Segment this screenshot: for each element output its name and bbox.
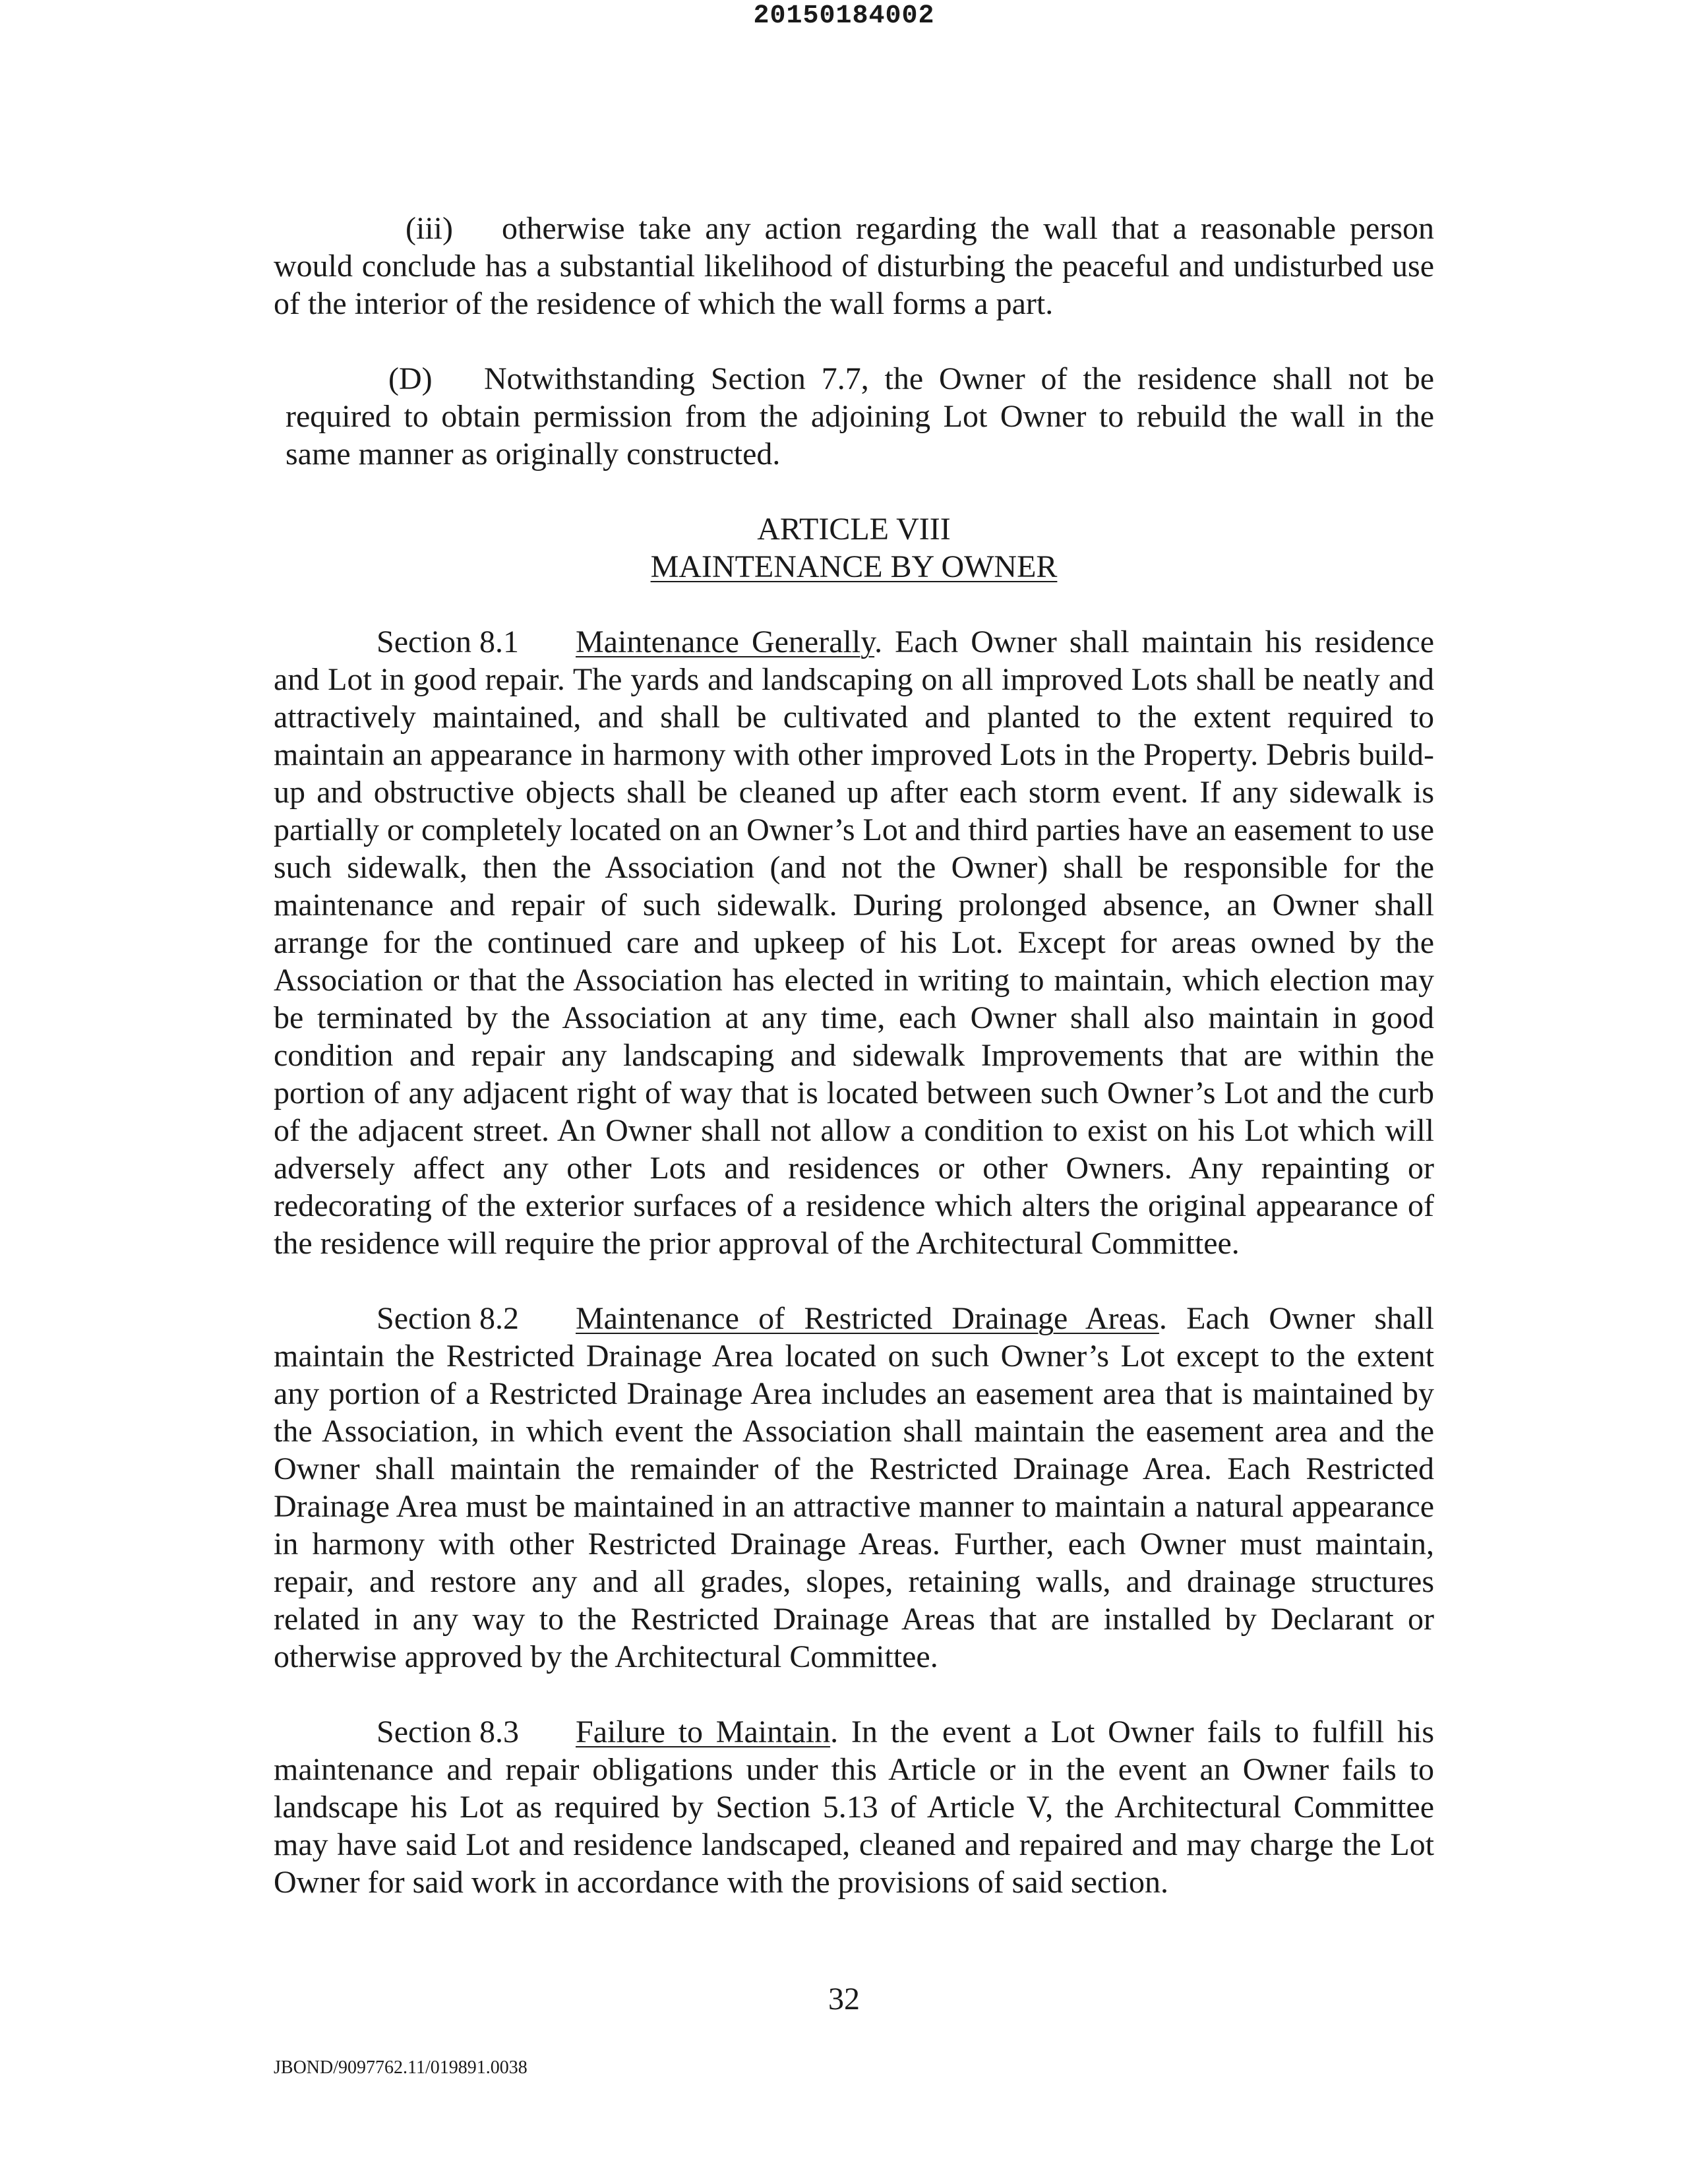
paragraph-iii-label: (iii) xyxy=(406,211,453,246)
section-8-3-text: . In the event a Lot Owner fails to fulfill his maintenance and repair obligations under this Article or in the event an Owner fails to landscape his Lot as required by Section 5.13 of Article V, the Architectural Committee may have said Lot and residence landscaped, cleaned and repaired and may charge the Lot Owner for said work in accordance with the provisions of said section. xyxy=(274,1714,1435,1900)
section-8-3 xyxy=(274,1713,1434,1901)
page-body xyxy=(274,210,1434,1901)
paragraph-iii xyxy=(274,210,1434,322)
section-8-1-label: Section 8.1 xyxy=(377,624,519,659)
section-8-3-heading: Failure to Maintain xyxy=(576,1714,831,1749)
document-number: 20150184002 xyxy=(753,1,935,31)
article-number: ARTICLE VIII xyxy=(757,512,951,547)
section-8-3-label: Section 8.3 xyxy=(377,1714,519,1749)
section-8-1 xyxy=(274,623,1434,1262)
paragraph-iii-text: otherwise take any action regarding the wall that a reasonable person would conclude has a substantial likelihood of disturbing the peaceful and undisturbed use of the interior of the residence of which the wall forms a part. xyxy=(274,211,1434,321)
section-8-2-text: . Each Owner shall maintain the Restricted Drainage Area located on such Owner’s Lot except to the extent any portion of a Restricted Drainage Area includes an easement area that is maintained by the Association, in which event the Association shall maintain the easement area and the Owner shall maintain the remainder of the Restricted Drainage Area. Each Restricted Drainage Area must be maintained in an attractive manner to maintain a natural appearance in harmony with other Restricted Drainage Areas. Further, each Owner must maintain, repair, and restore any and all grades, slopes, retaining walls, and drainage structures related in any way to the Restricted Drainage Areas that are installed by Declarant or otherwise approved by the Architectural Committee. xyxy=(274,1301,1434,1674)
section-8-1-heading: Maintenance Generally xyxy=(576,624,875,659)
paragraph-d xyxy=(274,360,1434,473)
footer-code: JBOND/9097762.11/019891.0038 xyxy=(274,2057,528,2078)
page-number: 32 xyxy=(828,1982,860,2017)
section-8-2-heading: Maintenance of Restricted Drainage Areas xyxy=(576,1301,1159,1336)
section-8-1-text: . Each Owner shall maintain his residence and Lot in good repair. The yards and landscaping on all improved Lots shall be neatly and attractively maintained, and shall be cultivated and planted to the extent required to maintain an appearance in harmony with other improved Lots in the Property. Debris build-up and obstructive objects shall be cleaned up after each storm event. If any sidewalk is partially or completely located on an Owner’s Lot and third parties have an easement to use such sidewalk, then the Association (and not the Owner) shall be responsible for the maintenance and repair of such sidewalk. During prolonged absence, an Owner shall arrange for the continued care and upkeep of his Lot. Except for areas owned by the Association or that the Association has elected in writing to maintain, which election may be terminated by the Association at any time, each Owner shall also maintain in good condition and repair any landscaping and sidewalk Improvements that are within the portion of any adjacent right of way that is located between such Owner’s Lot and the curb of the adjacent street. An Owner shall not allow a condition to exist on his Lot which will adversely affect any other Lots and residences or other Owners. Any repainting or redecorating of the exterior surfaces of a residence which alters the original appearance of the residence will require the prior approval of the Architectural Committee. xyxy=(274,624,1435,1261)
section-8-2 xyxy=(274,1300,1434,1676)
section-8-2-label: Section 8.2 xyxy=(377,1301,519,1336)
article-title: MAINTENANCE BY OWNER xyxy=(650,549,1058,584)
paragraph-d-label: (D) xyxy=(388,361,433,396)
paragraph-d-text: Notwithstanding Section 7.7, the Owner of the residence shall not be required to obtain permission from the adjoining Lot Owner to rebuild the wall in the same manner as originally constructed. xyxy=(286,361,1434,471)
